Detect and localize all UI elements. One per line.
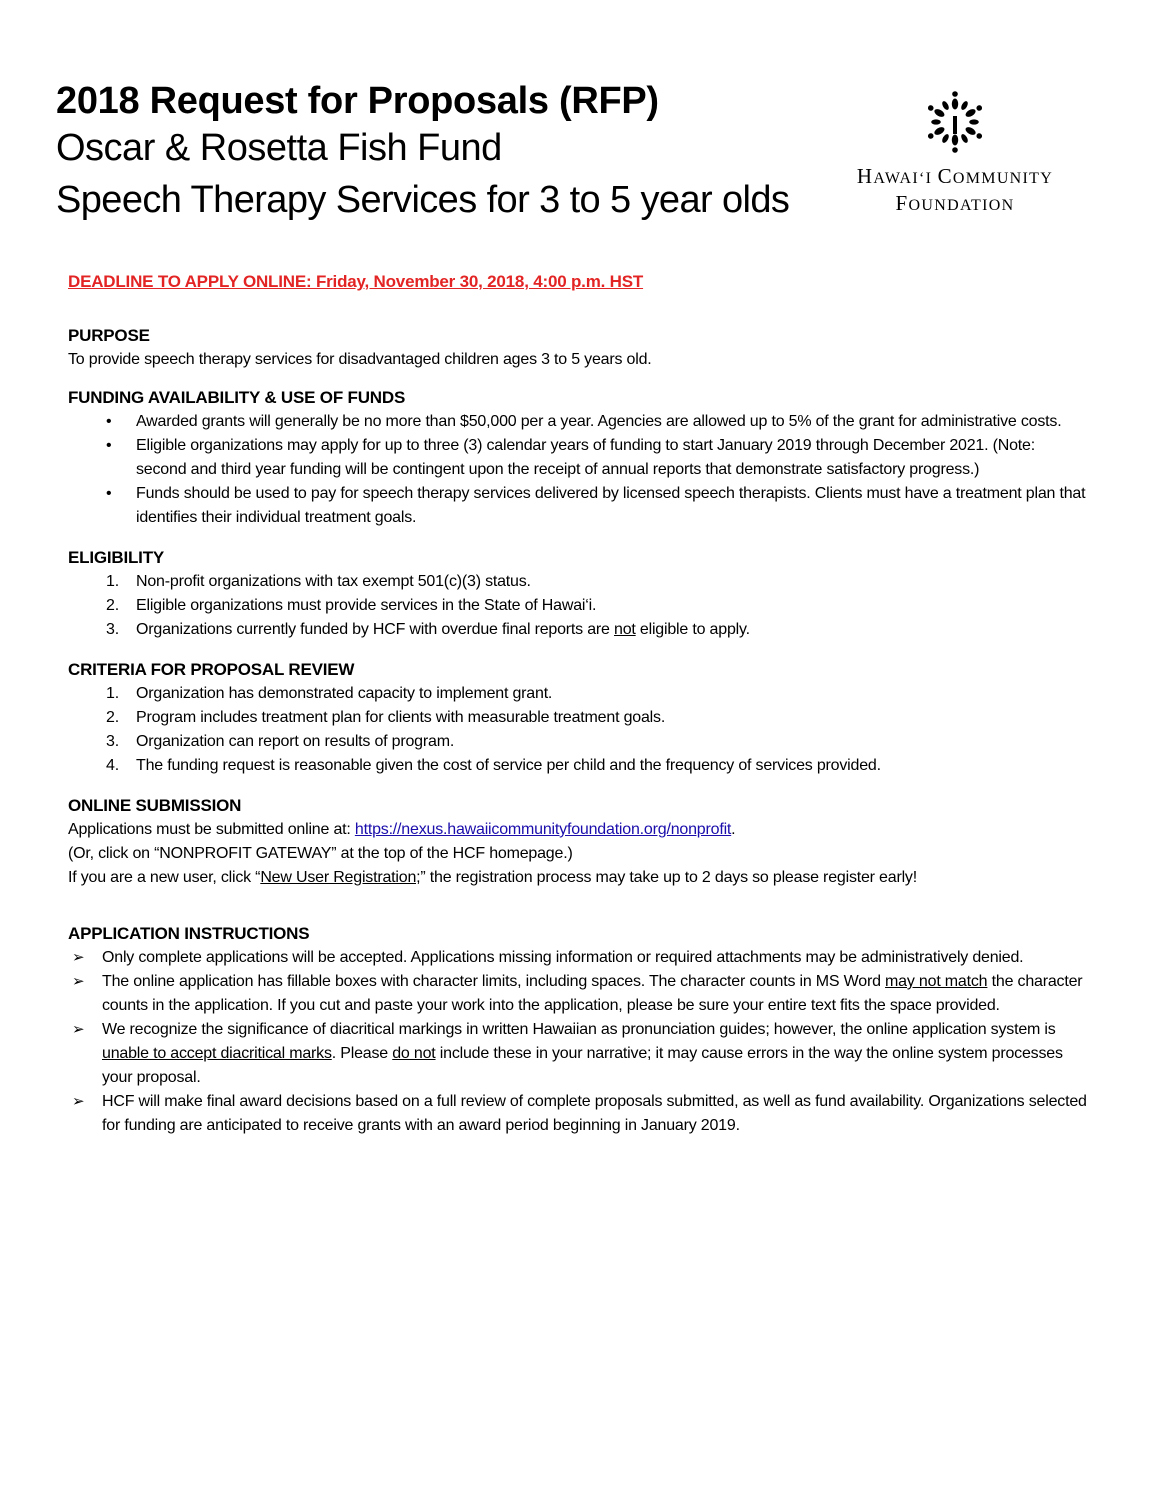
arrow-bullet-icon: ➢	[72, 949, 85, 966]
arrow-bullet-icon: ➢	[72, 1021, 85, 1038]
purpose-heading: PURPOSE	[68, 326, 150, 345]
new-user-registration-link[interactable]: New User Registration;	[260, 869, 421, 886]
purpose-text: To provide speech therapy services for disadvantaged children ages 3 to 5 years old.	[68, 351, 652, 368]
online-heading: ONLINE SUBMISSION	[68, 796, 242, 815]
list-item: ➢ HCF will make final award decisions based on a full review of complete proposals submitted, as well as fund availability. Organizations selected for funding are anticipated to receive grants with an award period beginning in January 2019.	[68, 1090, 1088, 1138]
nonprofit-gateway-link[interactable]: https://nexus.hawaiicommunityfoundation.org/nonprofit	[354, 821, 732, 838]
criteria-section	[68, 658, 1088, 778]
list-item: • Funds should be used to pay for speech therapy services delivered by licensed speech therapists. Clients must have a treatment plan that identifies their individual treatment goals.	[106, 482, 1088, 530]
list-item: ➢ Only complete applications will be accepted. Applications missing information or required attachments may be administratively denied.	[68, 946, 1088, 970]
instructions-list	[68, 946, 1088, 1138]
criteria-list	[68, 682, 1088, 778]
funding-list	[68, 410, 1088, 530]
list-item: 2. Program includes treatment plan for clients with measurable treatment goals.	[106, 709, 666, 726]
fund-name: Oscar & Rosetta Fish Fund	[56, 127, 502, 169]
purpose-section	[68, 324, 1088, 372]
document-body	[68, 270, 1088, 1152]
funding-heading: FUNDING AVAILABILITY & USE OF FUNDS	[68, 388, 406, 407]
document-title: 2018 Request for Proposals (RFP)	[56, 80, 659, 122]
online-line2: (Or, click on “NONPROFIT GATEWAY” at the top of the HCF homepage.)	[68, 845, 573, 862]
arrow-bullet-icon: ➢	[72, 973, 85, 990]
list-item: 3. Organizations currently funded by HCF with overdue final reports are not eligible to apply.	[106, 621, 750, 638]
list-item: • Eligible organizations may apply for up to three (3) calendar years of funding to start January 2019 through December 2021. (Note: second and third year funding will be contingent upon the receipt of annual reports that demonstrate satisfactory progress.)	[106, 434, 1088, 482]
arrow-bullet-icon: ➢	[72, 1093, 85, 1110]
list-item: 2. Eligible organizations must provide services in the State of Hawai‘i.	[106, 597, 597, 614]
logo-text-line1: HAWAI‘I COMMUNITY	[856, 164, 1054, 188]
program-name: Speech Therapy Services for 3 to 5 year olds	[56, 179, 790, 221]
instructions-section	[68, 922, 1088, 1138]
list-item: • Awarded grants will generally be no more than $50,000 per a year. Agencies are allowed up to 5% of the grant for administrative costs.	[106, 410, 1088, 434]
title-block	[56, 78, 836, 228]
list-item: ➢ We recognize the significance of diacritical markings in written Hawaiian as pronunciation guides; however, the online application system is unable to accept diacritical marks. Please do not include these in your narrative; it may cause errors in the way the online system processes your proposal.	[68, 1018, 1088, 1090]
online-submission-section	[68, 794, 1088, 890]
criteria-heading: CRITERIA FOR PROPOSAL REVIEW	[68, 660, 355, 679]
eligibility-list	[68, 570, 1088, 642]
online-line1: Applications must be submitted online at: https://nexus.hawaiicommunityfoundation.org/nonprofit.	[68, 821, 736, 838]
list-item: 4. The funding request is reasonable given the cost of service per child and the frequency of services provided.	[106, 757, 881, 774]
funding-section	[68, 386, 1088, 530]
list-item: ➢ The online application has fillable boxes with character limits, including spaces. The character counts in MS Word may not match the character counts in the application. If you cut and paste your work into the application, please be sure your entire text fits the space provided.	[68, 970, 1088, 1018]
hcf-logo	[826, 90, 1084, 230]
hcf-flower-logo-icon	[923, 90, 987, 154]
list-item: 1. Organization has demonstrated capacity to implement grant.	[106, 685, 553, 702]
online-line3: If you are a new user, click “New User Registration;” the registration process may take up to 2 days so please register early!	[68, 869, 917, 886]
instructions-heading: APPLICATION INSTRUCTIONS	[68, 924, 310, 943]
list-item: 1. Non-profit organizations with tax exempt 501(c)(3) status.	[106, 573, 531, 590]
logo-text-line2: FOUNDATION	[895, 191, 1015, 215]
eligibility-heading: ELIGIBILITY	[68, 548, 165, 567]
deadline-notice: DEADLINE TO APPLY ONLINE: Friday, November 30, 2018, 4:00 p.m. HST	[68, 272, 644, 291]
eligibility-section	[68, 546, 1088, 642]
list-item: 3. Organization can report on results of program.	[106, 733, 455, 750]
